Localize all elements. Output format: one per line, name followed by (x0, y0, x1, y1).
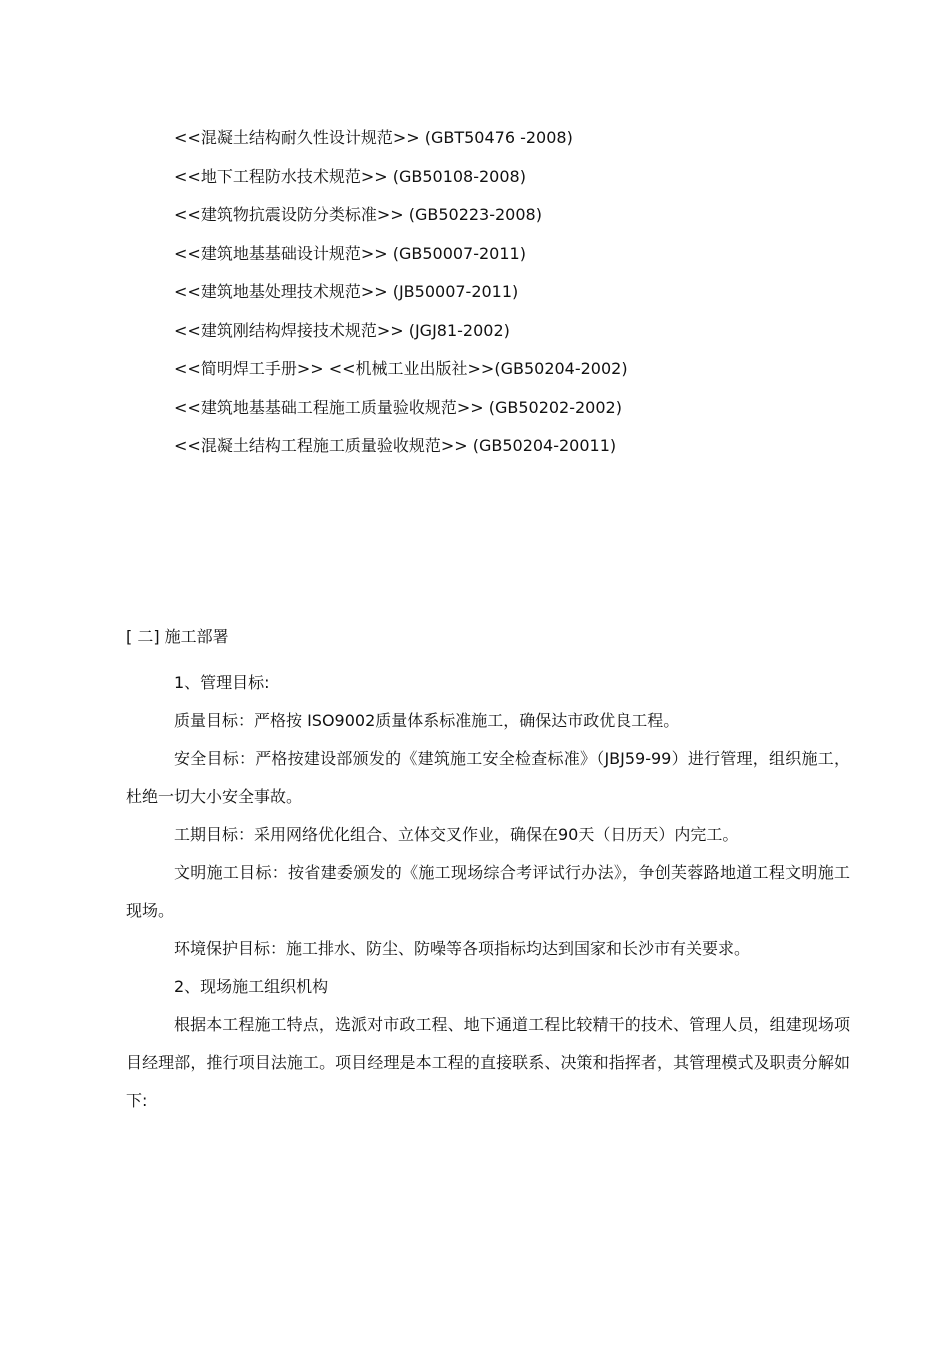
reference-item: <<地下工程防水技术规范>> (GB50108-2008) (174, 166, 526, 186)
quality-goal-paragraph: 质量目标：严格按 ISO9002质量体系标准施工，确保达市政优良工程。 (174, 711, 680, 730)
civilized-construction-goal-paragraph: 文明施工目标：按省建委颁发的《施工现场综合考评试行办法》，争创芙蓉路地道工程文明施工现场。 (126, 863, 850, 920)
safety-goal-paragraph: 安全目标：严格按建设部颁发的《建筑施工安全检查标准》（JBJ59-99）进行管理，组织施工，杜绝一切大小安全事故。 (126, 749, 850, 806)
reference-standards-list (174, 128, 628, 475)
site-organization-heading: 2、现场施工组织机构 (174, 977, 329, 996)
reference-item: <<建筑地基处理技术规范>> (JB50007-2011) (174, 282, 519, 301)
reference-item: <<建筑物抗震设防分类标准>> (GB50223-2008) (174, 205, 542, 224)
schedule-goal-paragraph: 工期目标：采用网络优化组合、立体交叉作业，确保在90天（日历天）内完工。 (174, 825, 739, 844)
reference-item: <<混凝土结构工程施工质量验收规范>> (GB50204-20011) (174, 436, 617, 455)
reference-item: <<简明焊工手册>> <<机械工业出版社>>(GB50204-2002) (174, 359, 628, 378)
reference-item: <<建筑地基基础工程施工质量验收规范>> (GB50202-2002) (174, 397, 622, 417)
organization-paragraph: 根据本工程施工特点，选派对市政工程、地下通道工程比较精干的技术、管理人员，组建现场项目经理部，推行项目法施工。项目经理是本工程的直接联系、决策和指挥者，其管理模式及职责分解如下: (126, 1015, 850, 1110)
reference-item: <<混凝土结构耐久性设计规范>> (GBT50476 -2008) (174, 128, 573, 147)
management-goals-heading: 1、管理目标: (174, 673, 270, 692)
section-title: [ 二] 施工部署 (126, 627, 229, 646)
construction-deployment-section (126, 626, 850, 1120)
environment-goal-paragraph: 环境保护目标：施工排水、防尘、防噪等各项指标均达到国家和长沙市有关要求。 (174, 939, 751, 958)
reference-item: <<建筑刚结构焊接技术规范>> (JGJ81-2002) (174, 320, 510, 340)
reference-item: <<建筑地基基础设计规范>> (GB50007-2011) (174, 243, 526, 263)
